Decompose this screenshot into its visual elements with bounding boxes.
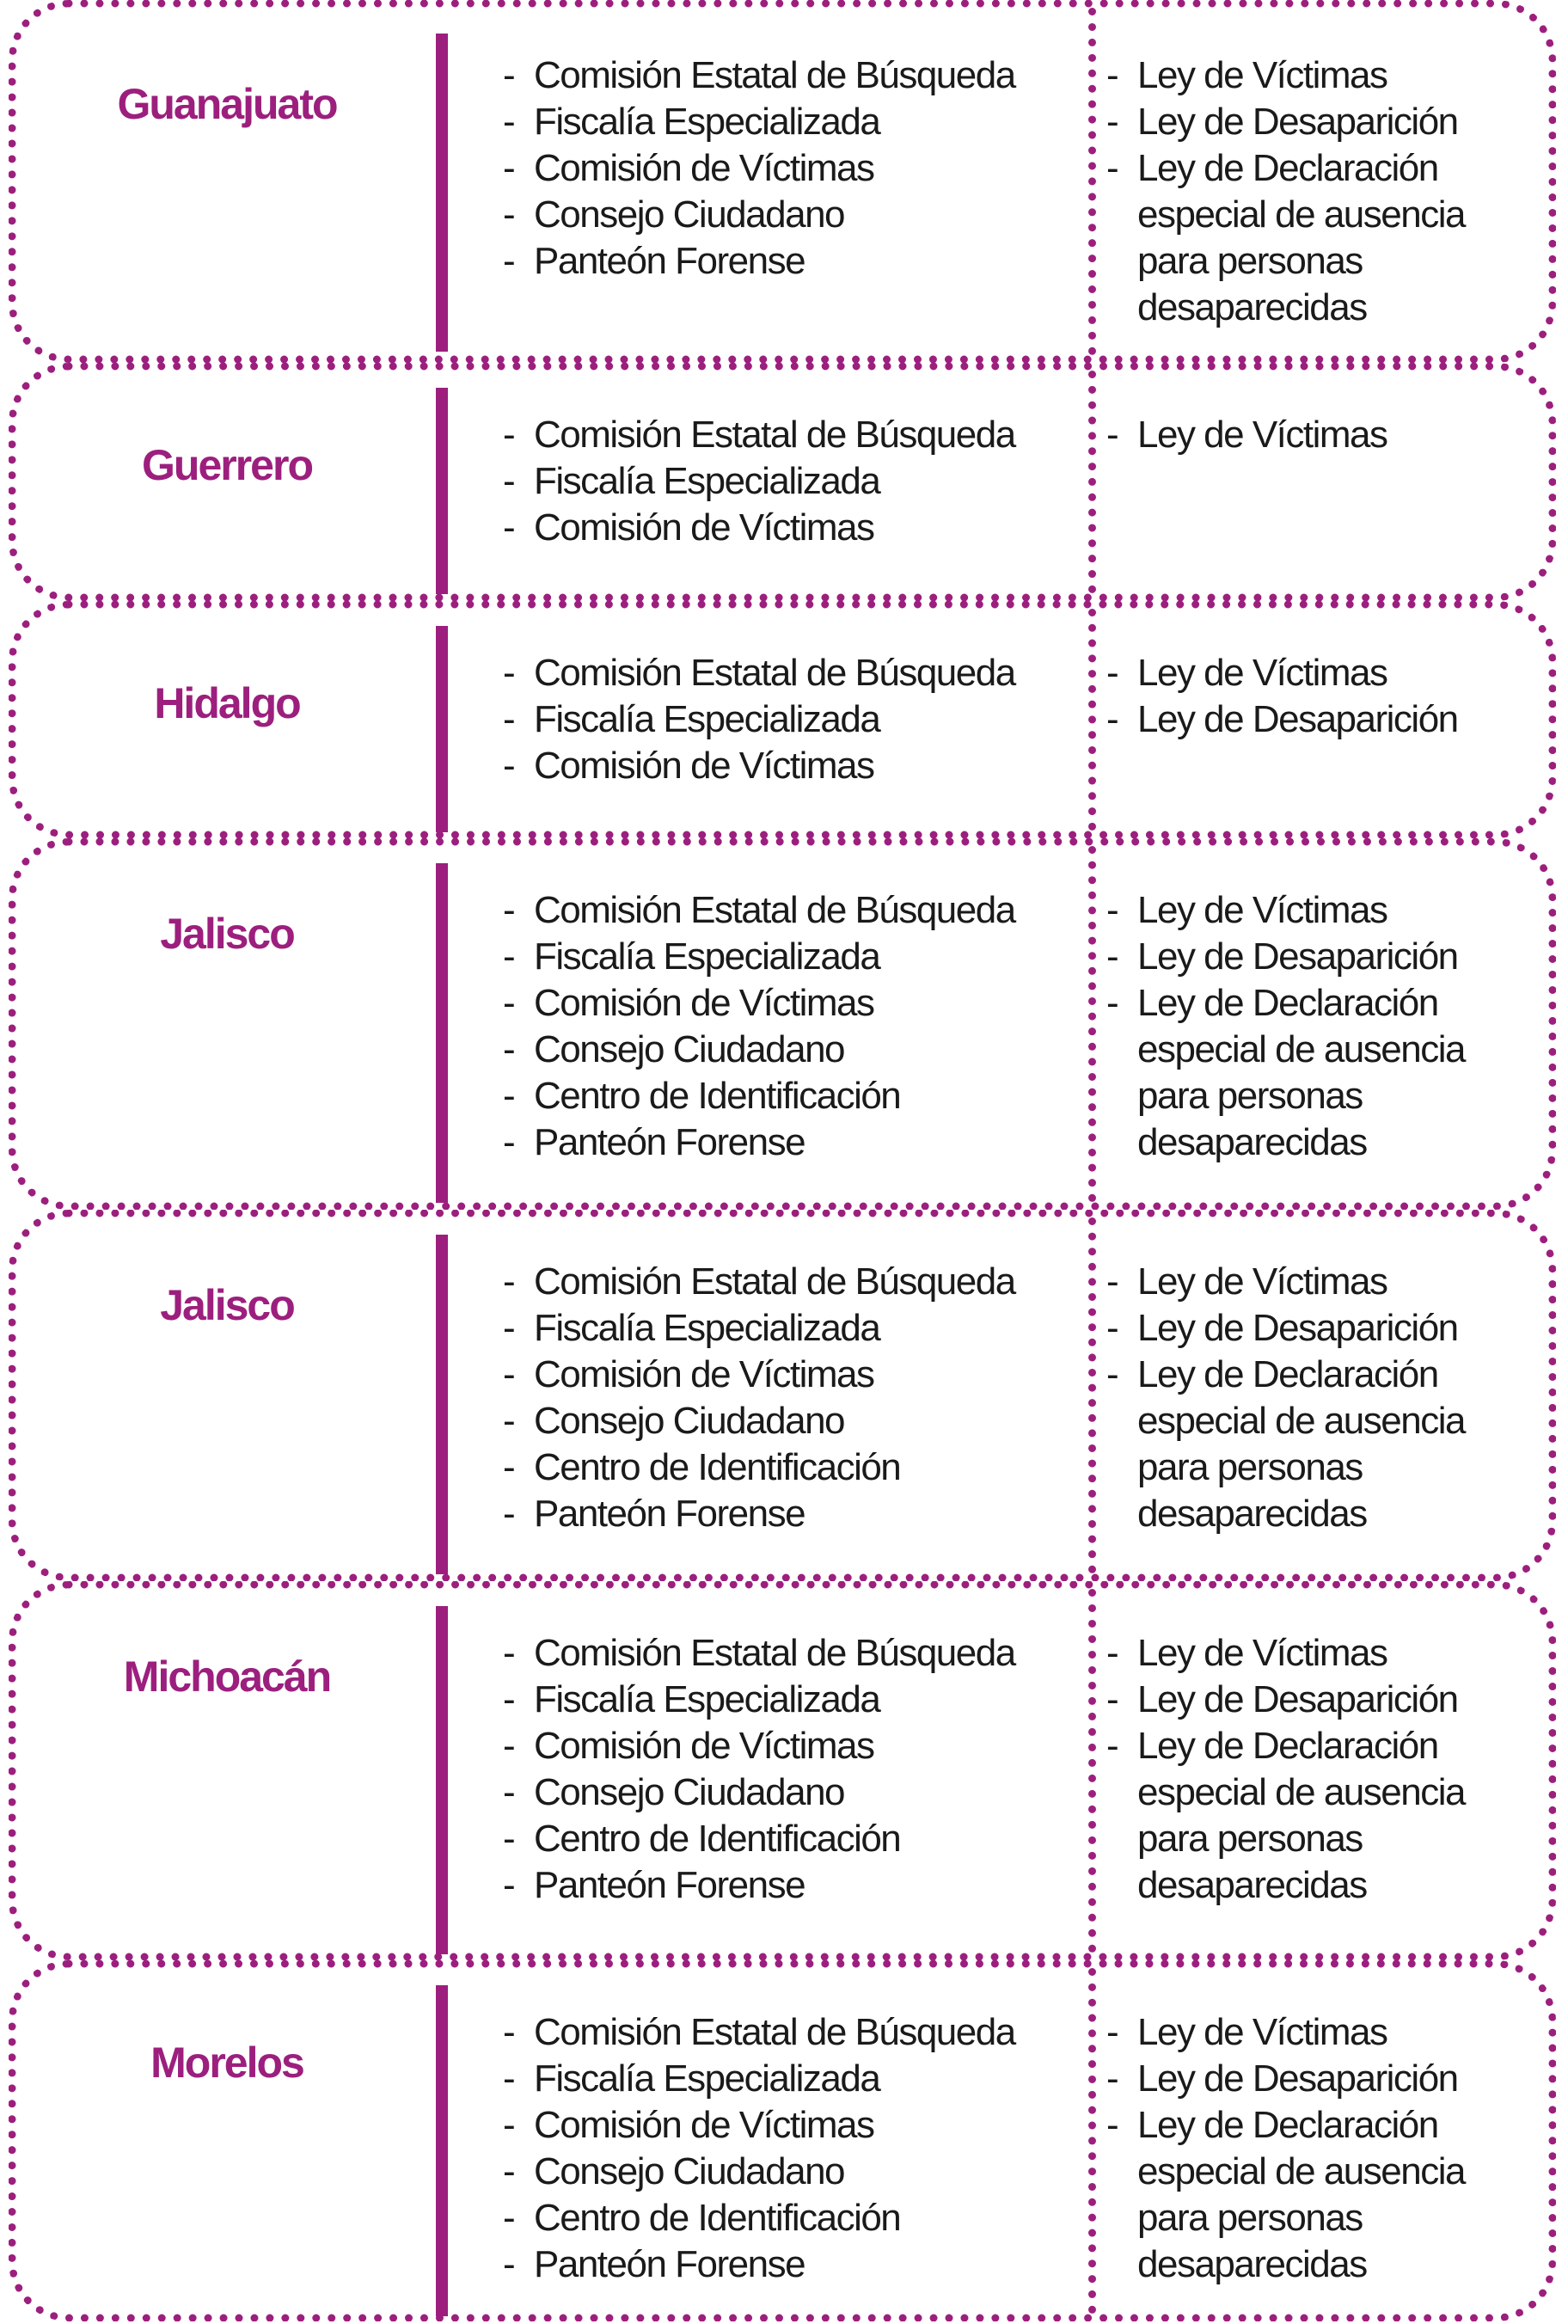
- institutions-list: [503, 1630, 1015, 1909]
- law-item: - Ley de Desaparición: [1106, 696, 1553, 743]
- law-item: - Ley de Desaparición: [1106, 99, 1553, 145]
- institution-item: - Comisión Estatal de Búsqueda: [503, 52, 1015, 99]
- laws-list: [1106, 650, 1553, 743]
- law-item: - Ley de Víctimas: [1106, 650, 1553, 696]
- column-divider-bar: [436, 1606, 448, 1954]
- state-row: [9, 601, 1556, 838]
- institutions-list: [503, 887, 1015, 1166]
- institution-item: - Fiscalía Especializada: [503, 99, 1015, 145]
- institution-item: - Comisión Estatal de Búsqueda: [503, 1259, 1015, 1305]
- law-item: - Ley de Víctimas: [1106, 2009, 1553, 2056]
- column-divider-dotted: [1088, 371, 1096, 593]
- state-row: [9, 838, 1556, 1210]
- state-name: Hidalgo: [154, 679, 300, 727]
- law-item: - Ley de Declaración especial de ausencia para personas desaparecidas: [1106, 145, 1553, 331]
- column-divider-bar: [436, 34, 448, 352]
- laws-list: [1106, 412, 1553, 458]
- law-item: - Ley de Víctimas: [1106, 412, 1553, 458]
- state-row: [9, 1581, 1556, 1960]
- institutions-list: [503, 1259, 1015, 1537]
- state-name: Jalisco: [160, 1281, 294, 1329]
- law-item: - Ley de Declaración especial de ausencia para personas desaparecidas: [1106, 2102, 1553, 2288]
- institutions-list: [503, 650, 1015, 789]
- state-row: [9, 0, 1556, 363]
- laws-list: [1106, 2009, 1553, 2288]
- laws-list: [1106, 887, 1553, 1166]
- institution-item: - Comisión de Víctimas: [503, 1352, 1015, 1398]
- column-divider-bar: [436, 1985, 448, 2316]
- institution-item: - Panteón Forense: [503, 1491, 1015, 1537]
- institution-item: - Comisión de Víctimas: [503, 743, 1015, 789]
- institution-item: - Fiscalía Especializada: [503, 1677, 1015, 1723]
- institution-item: - Consejo Ciudadano: [503, 1027, 1015, 1073]
- institution-item: - Consejo Ciudadano: [503, 1769, 1015, 1816]
- law-item: - Ley de Víctimas: [1106, 52, 1553, 99]
- law-item: - Ley de Declaración especial de ausencia para personas desaparecidas: [1106, 1352, 1553, 1537]
- institution-item: - Comisión Estatal de Búsqueda: [503, 887, 1015, 934]
- institution-item: - Consejo Ciudadano: [503, 2149, 1015, 2195]
- institution-item: - Panteón Forense: [503, 2241, 1015, 2288]
- institution-item: - Panteón Forense: [503, 1119, 1015, 1166]
- column-divider-dotted: [1088, 8, 1096, 355]
- column-divider-bar: [436, 1235, 448, 1574]
- institution-item: - Comisión de Víctimas: [503, 145, 1015, 192]
- law-item: - Ley de Víctimas: [1106, 1630, 1553, 1677]
- institution-item: - Centro de Identificación: [503, 1073, 1015, 1119]
- column-divider-bar: [436, 863, 448, 1203]
- institution-item: - Comisión Estatal de Búsqueda: [503, 412, 1015, 458]
- institution-item: - Comisión de Víctimas: [503, 980, 1015, 1027]
- laws-list: [1106, 52, 1553, 331]
- state-name: Jalisco: [160, 910, 294, 958]
- law-item: - Ley de Declaración especial de ausencia para personas desaparecidas: [1106, 1723, 1553, 1909]
- column-divider-dotted: [1088, 609, 1096, 831]
- state-name: Michoacán: [123, 1653, 331, 1701]
- law-item: - Ley de Desaparición: [1106, 1677, 1553, 1723]
- institutions-list: [503, 2009, 1015, 2288]
- institution-item: - Comisión de Víctimas: [503, 2102, 1015, 2149]
- laws-list: [1106, 1259, 1553, 1537]
- state-name: Guanajuato: [117, 80, 337, 128]
- institution-item: - Fiscalía Especializada: [503, 1305, 1015, 1352]
- law-item: - Ley de Víctimas: [1106, 1259, 1553, 1305]
- institution-item: - Fiscalía Especializada: [503, 458, 1015, 505]
- column-divider-dotted: [1088, 1217, 1096, 1573]
- column-divider-dotted: [1088, 1968, 1096, 2314]
- state-row: [9, 363, 1556, 601]
- institution-item: - Comisión Estatal de Búsqueda: [503, 650, 1015, 696]
- institution-item: - Fiscalía Especializada: [503, 934, 1015, 980]
- institution-item: - Panteón Forense: [503, 1862, 1015, 1909]
- institution-item: - Comisión Estatal de Búsqueda: [503, 1630, 1015, 1677]
- state-name: Guerrero: [142, 441, 312, 489]
- law-item: - Ley de Desaparición: [1106, 1305, 1553, 1352]
- institution-item: - Centro de Identificación: [503, 2195, 1015, 2241]
- institution-item: - Comisión Estatal de Búsqueda: [503, 2009, 1015, 2056]
- law-item: - Ley de Víctimas: [1106, 887, 1553, 934]
- state-name: Morelos: [150, 2039, 303, 2087]
- institutions-list: [503, 412, 1015, 551]
- institution-item: - Fiscalía Especializada: [503, 2056, 1015, 2102]
- column-divider-dotted: [1088, 1589, 1096, 1953]
- institution-item: - Panteón Forense: [503, 238, 1015, 285]
- institution-item: - Centro de Identificación: [503, 1816, 1015, 1862]
- column-divider-bar: [436, 388, 448, 594]
- institution-item: - Fiscalía Especializada: [503, 696, 1015, 743]
- law-item: - Ley de Desaparición: [1106, 2056, 1553, 2102]
- laws-list: [1106, 1630, 1553, 1909]
- law-item: - Ley de Declaración especial de ausencia para personas desaparecidas: [1106, 980, 1553, 1166]
- column-divider-bar: [436, 626, 448, 832]
- column-divider-dotted: [1088, 846, 1096, 1202]
- institution-item: - Comisión de Víctimas: [503, 505, 1015, 551]
- institution-item: - Centro de Identificación: [503, 1444, 1015, 1491]
- law-item: - Ley de Desaparición: [1106, 934, 1553, 980]
- institution-item: - Consejo Ciudadano: [503, 1398, 1015, 1444]
- state-row: [9, 1960, 1556, 2321]
- institutions-list: [503, 52, 1015, 285]
- state-row: [9, 1210, 1556, 1581]
- institution-item: - Consejo Ciudadano: [503, 192, 1015, 238]
- institution-item: - Comisión de Víctimas: [503, 1723, 1015, 1769]
